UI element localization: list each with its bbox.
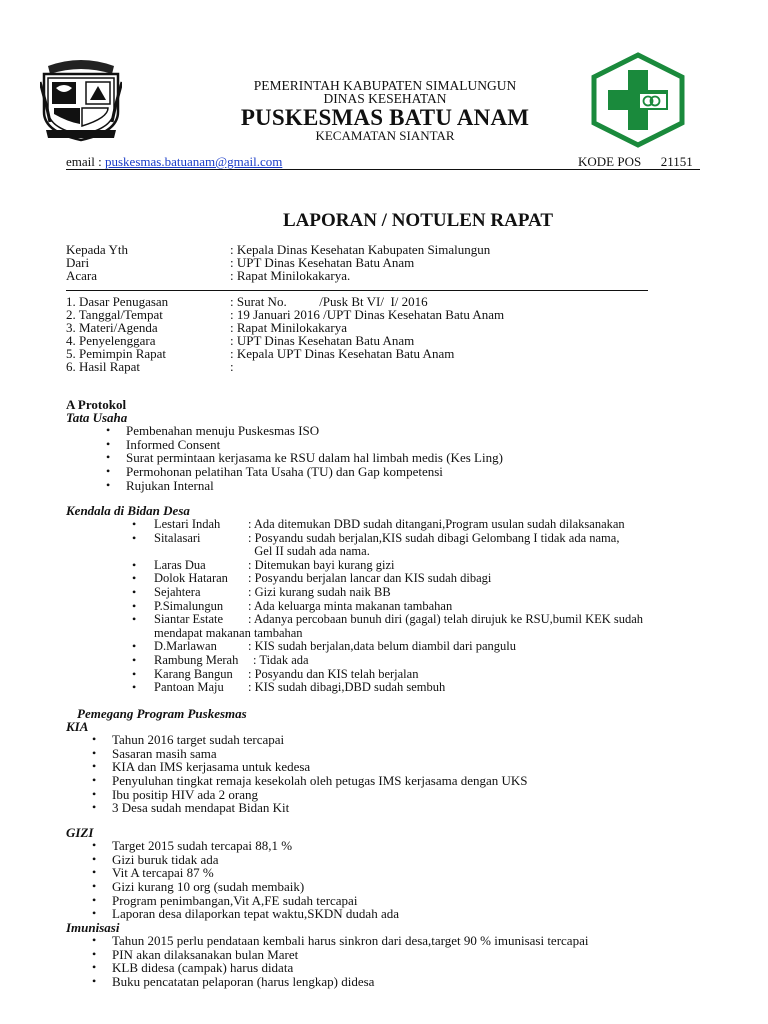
list-item: • PIN akan dilaksanakan bulan Maret xyxy=(112,948,588,962)
email-label: email : xyxy=(66,154,105,169)
postal-code: KODE POS 21151 xyxy=(578,154,693,169)
regency-emblem xyxy=(40,52,122,144)
desa-desc: : Ada ditemukan DBD sudah ditangani,Program usulan sudah dilaksanakan xyxy=(248,517,625,531)
program-heading: Pemegang Program Puskesmas xyxy=(77,706,247,721)
detail-label: 6. Hasil Rapat xyxy=(66,359,141,374)
list-item: • Laporan desa dilaporkan tepat waktu,SKDN dudah ada xyxy=(112,907,399,921)
detail-label: 5. Pemimpin Rapat xyxy=(66,346,167,361)
list-item: • Vit A tercapai 87 % xyxy=(112,866,399,880)
desa-name: Rambung Merah xyxy=(154,652,239,667)
list-item: • Informed Consent xyxy=(126,438,503,452)
desa-name: Dolok Hataran xyxy=(154,571,228,586)
kendala-heading: Kendala di Bidan Desa xyxy=(66,503,190,518)
address-label: Kepada Yth xyxy=(66,242,128,257)
desa-name: Sejahtera xyxy=(154,584,201,599)
desa-desc: : KIS sudah berjalan,data belum diambil dari pangulu xyxy=(248,639,516,654)
detail-label: 2. Tanggal/Tempat xyxy=(66,307,163,322)
imunisasi-list xyxy=(112,934,588,989)
gizi-list xyxy=(112,839,399,921)
list-item: • Ibu positip HIV ada 2 orang xyxy=(112,788,528,802)
desa-name: P.Simalungun xyxy=(154,598,224,613)
list-item: • KIA dan IMS kerjasama untuk kedesa xyxy=(112,760,528,774)
desa-desc: : KIS sudah dibagi,DBD sudah sembuh xyxy=(248,680,446,695)
protokol-heading: A Protokol xyxy=(66,397,127,412)
kia-list xyxy=(112,733,528,815)
address-value: : Rapat Minilokakarya. xyxy=(230,268,351,283)
header-divider xyxy=(66,169,700,170)
list-item: • Tahun 2016 target sudah tercapai xyxy=(112,733,528,747)
header-government: PEMERINTAH KABUPATEN SIMALUNGUN xyxy=(253,78,517,93)
tata-usaha-heading: Tata Usaha xyxy=(66,410,128,425)
list-item: • Sasaran masih sama xyxy=(112,747,528,761)
list-item: • Gizi kurang 10 org (sudah membaik) xyxy=(112,880,399,894)
list-item: • KLB didesa (campak) harus didata xyxy=(112,961,588,975)
list-item: • Penyuluhan tingkat remaja kesekolah oleh petugas IMS kerjasama dengan UKS xyxy=(112,774,528,788)
tata-usaha-list xyxy=(126,424,503,492)
list-item: • 3 Desa sudah mendapat Bidan Kit xyxy=(112,801,528,815)
desa-desc: : Ditemukan bayi kurang gizi xyxy=(248,557,395,572)
list-item: • Program penimbangan,Vit A,FE sudah tercapai xyxy=(112,894,399,908)
header-district: KECAMATAN SIANTAR xyxy=(315,128,455,143)
desa-name: Karang Bangun xyxy=(154,666,233,681)
section-divider xyxy=(66,290,648,291)
detail-value: : 19 Januari 2016 /UPT Dinas Kesehatan Batu Anam xyxy=(230,307,505,322)
address-value: : UPT Dinas Kesehatan Batu Anam xyxy=(230,255,415,270)
address-label: Dari xyxy=(66,255,90,270)
detail-value: : Surat No. /Pusk Bt VI/ I/ 2016 xyxy=(230,294,428,309)
address-value: : Kepala Dinas Kesehatan Kabupaten Simalungun xyxy=(230,242,491,257)
header-puskesmas-name: PUSKESMAS BATU ANAM xyxy=(240,105,530,130)
desa-desc: Gel II sudah ada nama. xyxy=(248,544,370,559)
detail-label: 1. Dasar Penugasan xyxy=(66,294,169,309)
desa-desc: : Posyandu dan KIS telah berjalan xyxy=(248,666,419,681)
list-item: • Permohonan pelatihan Tata Usaha (TU) dan Gap kompetensi xyxy=(126,465,503,479)
desa-desc-continuation: mendapat makanan tambahan xyxy=(154,625,303,640)
desa-desc: : Adanya percobaan bunuh diri (gagal) telah dirujuk ke RSU,bumil KEK sudah xyxy=(248,612,644,627)
list-item: • Target 2015 sudah tercapai 88,1 % xyxy=(112,839,399,853)
puskesmas-logo xyxy=(588,52,688,148)
list-item: • Tahun 2015 perlu pendataan kembali harus sinkron dari desa,target 90 % imunisasi tercapai xyxy=(112,934,588,948)
address-label: Acara xyxy=(66,268,98,283)
desa-name: Siantar Estate xyxy=(154,612,224,627)
detail-value: : Kepala UPT Dinas Kesehatan Batu Anam xyxy=(230,346,455,361)
desa-name: Lestari Indah xyxy=(154,517,221,531)
desa-name: Laras Dua xyxy=(154,557,206,572)
kia-heading: KIA xyxy=(66,719,89,734)
header-department: DINAS KESEHATAN xyxy=(323,91,447,106)
desa-desc: : Ada keluarga minta makanan tambahan xyxy=(248,598,453,613)
desa-desc: : Gizi kurang sudah naik BB xyxy=(248,584,391,599)
detail-value: : xyxy=(230,359,234,374)
desa-desc: : Posyandu sudah berjalan,KIS sudah dibagi Gelombang I tidak ada nama, xyxy=(248,530,620,545)
gizi-heading: GIZI xyxy=(66,825,94,840)
list-item: • Gizi buruk tidak ada xyxy=(112,853,399,867)
desa-desc: : Posyandu berjalan lancar dan KIS sudah dibagi xyxy=(248,571,492,586)
imunisasi-heading: Imunisasi xyxy=(66,920,120,935)
desa-name: Pantoan Maju xyxy=(154,680,224,695)
list-item: • Pembenahan menuju Puskesmas ISO xyxy=(126,424,503,438)
email-link[interactable]: puskesmas.batuanam@gmail.com xyxy=(105,154,283,169)
email-line xyxy=(66,154,282,170)
desa-desc: : Tidak ada xyxy=(253,652,309,667)
desa-name: D.Marlawan xyxy=(154,639,217,654)
list-item: • Surat permintaan kerjasama ke RSU dalam hal limbah medis (Kes Ling) xyxy=(126,451,503,465)
detail-value: : UPT Dinas Kesehatan Batu Anam xyxy=(230,333,415,348)
document-title: LAPORAN / NOTULEN RAPAT xyxy=(282,210,554,231)
list-item: • Buku pencatatan pelaporan (harus lengkap) didesa xyxy=(112,975,588,989)
detail-value: : Rapat Minilokakarya xyxy=(230,320,347,335)
desa-name: Sitalasari xyxy=(154,530,201,545)
list-item: • Rujukan Internal xyxy=(126,479,503,493)
detail-label: 4. Penyelenggara xyxy=(66,333,156,348)
detail-label: 3. Materi/Agenda xyxy=(66,320,158,335)
